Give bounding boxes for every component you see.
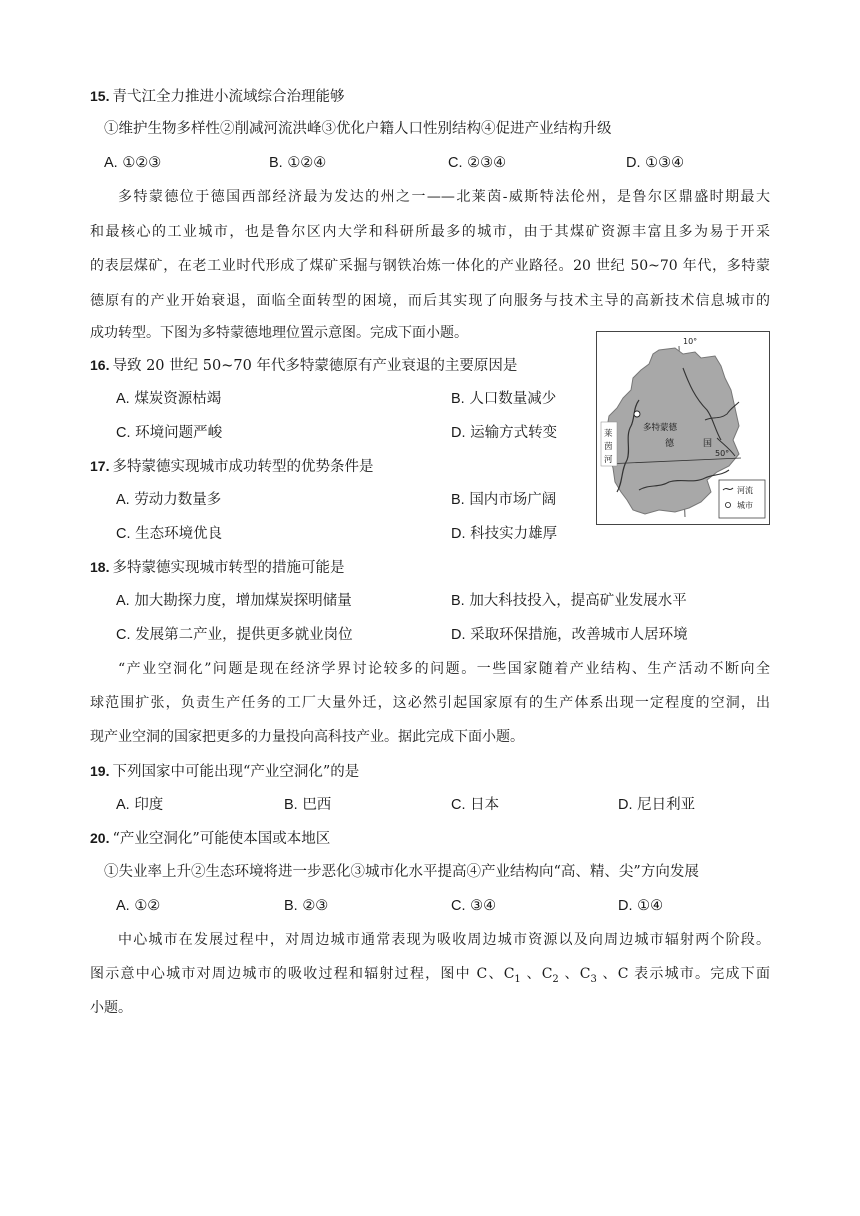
legend-river-label: 河流 <box>737 486 753 495</box>
q20-option-c[interactable]: C. ③④ <box>451 898 497 914</box>
q17-option-b[interactable]: B. 国内市场广阔 <box>451 492 557 508</box>
passage-1-line-3: 的表层煤矿，在老工业时代形成了煤矿采掘与钢铁冶炼一体化的产业路径。20 世纪 50~70 年代，多特蒙 <box>90 258 770 274</box>
passage-1-line-5: 成功转型。下图为多特蒙德地理位置示意图。完成下面小题。 <box>90 325 468 341</box>
passage-1-line-2: 和最核心的工业城市，也是鲁尔区内大学和科研所最多的城市，由于其煤矿资源丰富且多为易于开采 <box>90 224 770 240</box>
q15-option-b[interactable]: B. ①②④ <box>269 155 327 171</box>
country-char-1: 德 <box>665 439 675 449</box>
q18-option-b[interactable]: B. 加大科技投入，提高矿业发展水平 <box>451 593 687 609</box>
question-stem: 青弋江全力推进小流域综合治理能够 <box>112 89 345 105</box>
passage-2-line-2: 球范围扩张，负责生产任务的工厂大量外迁，这必然引起国家原有的生产体系出现一定程度的空洞，出 <box>90 695 770 711</box>
question-20: 20. “产业空洞化”可能使本国或本地区 <box>90 830 331 847</box>
question-number: 15. <box>90 88 110 104</box>
q17-option-c[interactable]: C. 生态环境优良 <box>116 526 223 542</box>
q16-option-c[interactable]: C. 环境问题严峻 <box>116 425 223 441</box>
q20-option-b[interactable]: B. ②③ <box>284 898 329 914</box>
question-stem: 多特蒙德实现城市成功转型的优势条件是 <box>112 459 374 475</box>
passage-3-line-1: 中心城市在发展过程中，对周边城市通常表现为吸收周边城市资源以及向周边城市辐射两个阶段。 <box>118 932 770 948</box>
q19-option-b[interactable]: B. 巴西 <box>284 797 332 813</box>
passage-3-line-2: 图示意中心城市对周边城市的吸收过程和辐射过程，图中 C、$C_1$ 、$C_2$ 、$C_3$ 、C 表示城市。完成下面 <box>90 966 770 985</box>
question-stem: 多特蒙德实现城市转型的措施可能是 <box>112 560 345 576</box>
rhine-char-2: 茵 <box>604 442 613 452</box>
question-20-statements: ①失业率上升②生态环境将进一步恶化③城市化水平提高④产业结构向“高、精、尖”方向发展 <box>104 864 699 880</box>
q17-option-a[interactable]: A. 劳动力数量多 <box>116 492 222 508</box>
city-label: 多特蒙德 <box>643 423 678 433</box>
q19-option-c[interactable]: C. 日本 <box>451 797 500 813</box>
legend-city-label: 城市 <box>737 501 753 510</box>
q19-option-d[interactable]: D. 尼日利亚 <box>618 797 696 813</box>
question-stem: 下列国家中可能出现“产业空洞化”的是 <box>112 764 360 780</box>
question-16: 16. 导致 20 世纪 50~70 年代多特蒙德原有产业衰退的主要原因是 <box>90 357 518 374</box>
q15-option-d[interactable]: D. ①③④ <box>626 155 685 171</box>
q18-option-c[interactable]: C. 发展第二产业，提供更多就业岗位 <box>116 627 353 643</box>
question-15 <box>90 86 344 107</box>
question-15-statements: ①维护生物多样性②削减河流洪峰③优化户籍人口性别结构④促进产业结构升级 <box>104 121 612 137</box>
q16-option-a[interactable]: A. 煤炭资源枯竭 <box>116 391 222 407</box>
q15-option-c[interactable]: C. ②③④ <box>448 155 507 171</box>
longitude-label: 10° <box>683 337 698 346</box>
question-19: 19. 下列国家中可能出现“产业空洞化”的是 <box>90 763 360 780</box>
q18-option-a[interactable]: A. 加大勘探力度，增加煤炭探明储量 <box>116 593 352 609</box>
q19-option-a[interactable]: A. 印度 <box>116 797 164 813</box>
q15-option-a[interactable]: A. ①②③ <box>104 155 162 171</box>
latitude-label: 50° <box>715 449 730 458</box>
passage-3-line-3: 小题。 <box>90 1000 132 1016</box>
rhine-char-3: 河 <box>604 455 613 465</box>
q18-option-d[interactable]: D. 采取环保措施，改善城市人居环境 <box>451 627 688 643</box>
passage-1-line-4: 德原有的产业开始衰退，面临全面转型的困境，而后其实现了向服务与技术主导的高新技术信息城市的 <box>90 293 770 309</box>
legend-city-icon <box>725 502 730 507</box>
passage-1-line-1: 多特蒙德位于德国西部经济最为发达的州之一——北莱茵-威斯特法伦州，是鲁尔区鼎盛时期最大 <box>118 189 770 205</box>
rhine-char-1: 莱 <box>604 429 613 439</box>
q16-option-b[interactable]: B. 人口数量减少 <box>451 391 557 407</box>
q17-option-d[interactable]: D. 科技实力雄厚 <box>451 526 558 542</box>
question-18: 18. 多特蒙德实现城市转型的措施可能是 <box>90 559 345 576</box>
question-stem: “产业空洞化”可能使本国或本地区 <box>112 831 331 847</box>
question-17: 17. 多特蒙德实现城市成功转型的优势条件是 <box>90 458 374 475</box>
q20-option-d[interactable]: D. ①④ <box>618 898 664 914</box>
question-stem: 导致 20 世纪 50~70 年代多特蒙德原有产业衰退的主要原因是 <box>112 358 518 374</box>
q20-option-a[interactable]: A. ①② <box>116 898 161 914</box>
country-char-2: 国 <box>703 439 713 449</box>
passage-2-line-3: 现产业空洞的国家把更多的力量投向高科技产业。据此完成下面小题。 <box>90 729 524 745</box>
germany-location-map <box>596 331 770 525</box>
dortmund-city-marker <box>634 411 640 417</box>
q16-option-d[interactable]: D. 运输方式转变 <box>451 425 558 441</box>
passage-2-line-1: “产业空洞化”问题是现在经济学界讨论较多的问题。一些国家随着产业结构、生产活动不断向全 <box>118 661 770 677</box>
